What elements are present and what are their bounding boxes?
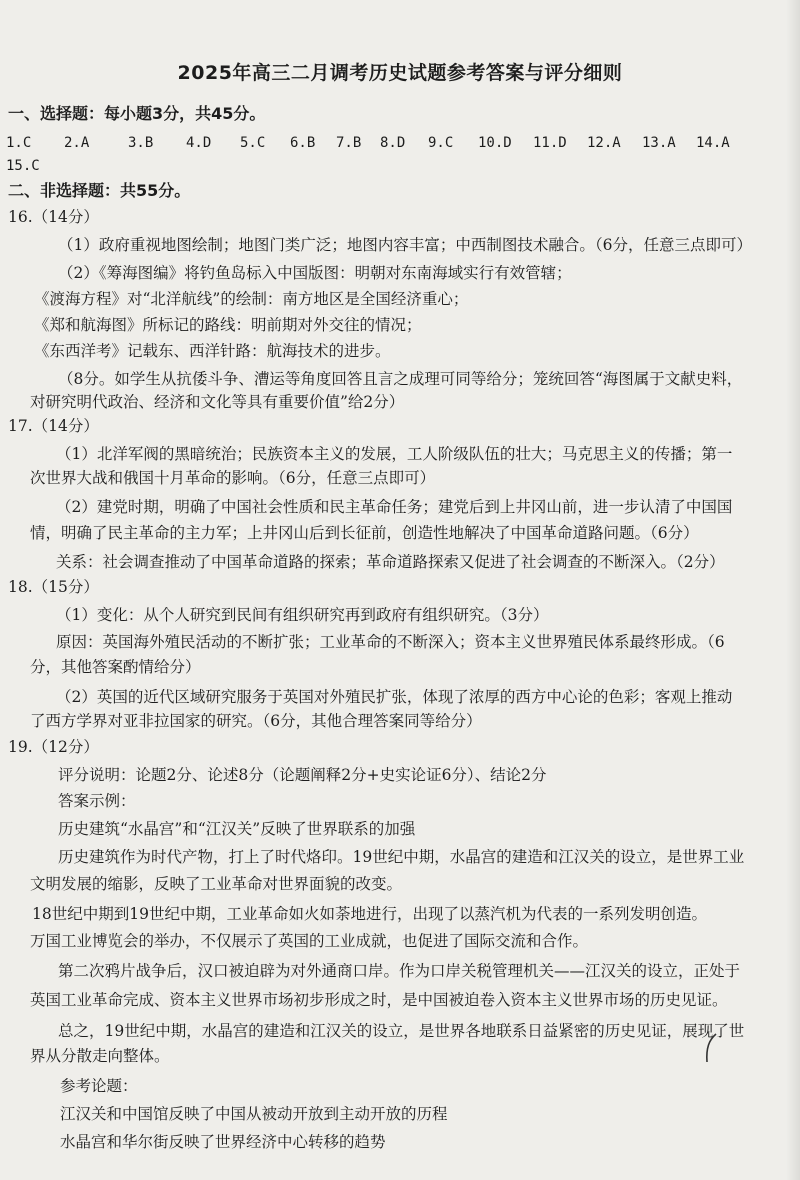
question-19-number: 19.（12分） (8, 738, 99, 756)
q17-line: 情，明确了民主革命的主力军；上井冈山后到长征前，创造性地解决了中国革命道路问题。（6分） (30, 524, 699, 542)
question-17-number: 17.（14分） (8, 417, 99, 435)
q18-line: （2）英国的近代区域研究服务于英国对外殖民扩张，体现了浓厚的西方中心论的色彩；客观上推动 (56, 688, 733, 706)
q17-line: （1）北洋军阀的黑暗统治；民族资本主义的发展，工人阶级队伍的壮大；马克思主义的传播；第一 (56, 445, 733, 463)
mc-answer: 14.A (696, 135, 730, 151)
mc-answer: 13.A (642, 135, 676, 151)
q16-line: （8分。如学生从抗倭斗争、漕运等角度回答且言之成理可同等给分；笼统回答“海图属于文献史料， (58, 370, 743, 388)
q19-line: 历史建筑“水晶宫”和“江汉关”反映了世界联系的加强 (58, 820, 416, 838)
q18-line: （1）变化：从个人研究到民间有组织研究再到政府有组织研究。（3分） (56, 606, 549, 624)
page-edge-shadow (786, 0, 800, 1180)
q19-line: 历史建筑作为时代产物，打上了时代烙印。19世纪中期，水晶宫的建造和江汉关的设立，是世界工业 (58, 848, 745, 866)
mc-answer: 12.A (587, 135, 621, 151)
mc-answer: 1.C (6, 135, 32, 151)
pen-mark-icon (700, 1032, 722, 1066)
mc-answer: 4.D (186, 135, 212, 151)
q19-line: 文明发展的缩影，反映了工业革命对世界面貌的改变。 (30, 875, 403, 893)
q16-line: （1）政府重视地图绘制；地图门类广泛；地图内容丰富；中西制图技术融合。（6分，任意三点即可） (58, 236, 752, 254)
section-1-heading: 一、选择题：每小题3分，共45分。 (8, 104, 266, 123)
section-2-heading: 二、非选择题：共55分。 (8, 181, 191, 200)
mc-answer: 9.C (428, 135, 454, 151)
q17-line: 关系：社会调查推动了中国革命道路的探索；革命道路探索又促进了社会调查的不断深入。（2分） (56, 553, 725, 571)
q16-line: （2）《筹海图编》将钓鱼岛标入中国版图：明朝对东南海域实行有效管辖； (58, 264, 572, 282)
mc-answer: 10.D (478, 135, 512, 151)
q18-line: 分，其他答案酌情给分） (30, 658, 201, 676)
q19-line: 水晶宫和华尔街反映了世界经济中心转移的趋势 (60, 1133, 386, 1151)
mc-answer: 8.D (380, 135, 406, 151)
mc-answer: 15.C (6, 158, 40, 174)
page-title: 2025年高三二月调考历史试题参考答案与评分细则 (177, 62, 623, 84)
q19-line: 总之，19世纪中期，水晶宫的建造和江汉关的设立，是世界各地联系日益紧密的历史见证，展现了世 (58, 1022, 745, 1040)
q19-line: 江汉关和中国馆反映了中国从被动开放到主动开放的历程 (60, 1105, 448, 1123)
q16-line: 《郑和航海图》所标记的路线：明前期对外交往的情况； (34, 316, 422, 334)
q16-line: 对研究明代政治、经济和文化等具有重要价值”给2分） (30, 393, 405, 411)
mc-answer: 2.A (64, 135, 90, 151)
q19-line: 界从分散走向整体。 (30, 1047, 170, 1065)
question-18-number: 18.（15分） (8, 578, 99, 596)
q16-line: 《东西洋考》记载东、西洋针路：航海技术的进步。 (34, 342, 391, 360)
q18-line: 了西方学界对亚非拉国家的研究。（6分，其他合理答案同等给分） (30, 712, 482, 730)
q17-line: （2）建党时期，明确了中国社会性质和民主革命任务；建党后到上井冈山前，进一步认清了中国国 (56, 498, 733, 516)
q17-line: 次世界大战和俄国十月革命的影响。（6分，任意三点即可） (30, 469, 436, 487)
mc-answer: 11.D (533, 135, 567, 151)
question-16-number: 16.（14分） (8, 208, 99, 226)
mc-answer: 6.B (290, 135, 316, 151)
q16-line: 《渡海方程》对“北洋航线”的绘制：南方地区是全国经济重心； (34, 290, 469, 308)
q19-line: 英国工业革命完成、资本主义世界市场初步形成之时，是中国被迫卷入资本主义世界市场的历史见证。 (30, 991, 728, 1009)
q19-line: 第二次鸦片战争后，汉口被迫辟为对外通商口岸。作为口岸关税管理机关——江汉关的设立，正处于 (58, 962, 741, 980)
q19-scoring-note: 评分说明：论题2分、论述8分（论题阐释2分+史实论证6分）、结论2分 (58, 766, 547, 784)
mc-answer: 5.C (240, 135, 266, 151)
q19-line: 答案示例： (58, 792, 136, 810)
mc-answer: 7.B (336, 135, 362, 151)
mc-answer: 3.B (128, 135, 154, 151)
q19-line: 18世纪中期到19世纪中期，工业革命如火如荼地进行，出现了以蒸汽机为代表的一系列发明创造。 (32, 905, 707, 923)
q19-line: 万国工业博览会的举办，不仅展示了英国的工业成就，也促进了国际交流和合作。 (30, 932, 589, 950)
q19-line: 参考论题： (60, 1077, 138, 1095)
q18-line: 原因：英国海外殖民活动的不断扩张；工业革命的不断深入；资本主义世界殖民体系最终形成。（6 (56, 633, 725, 651)
